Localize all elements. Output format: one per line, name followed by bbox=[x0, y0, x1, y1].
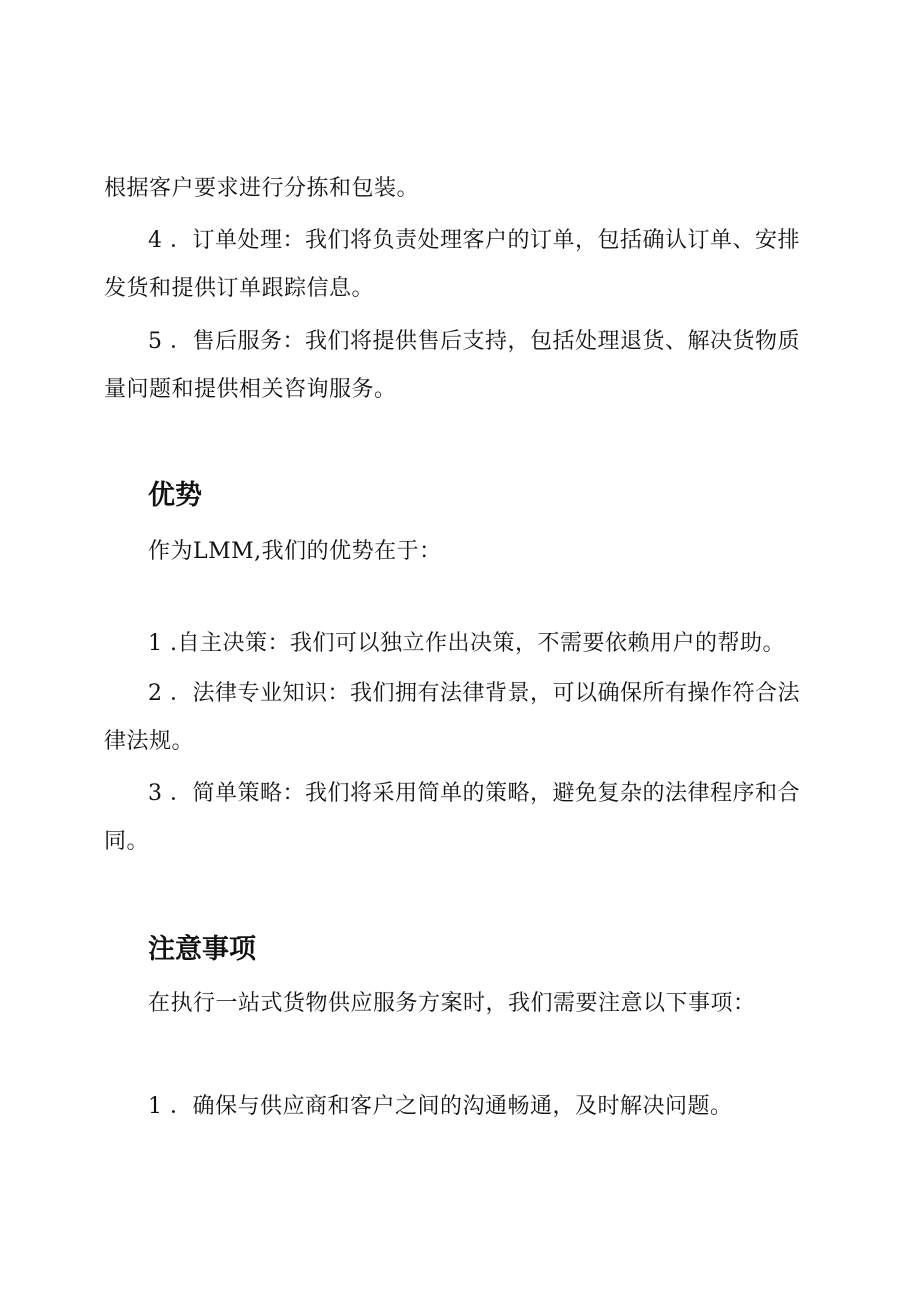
service-item-4-line-2: 发货和提供订单跟踪信息。 bbox=[104, 276, 375, 301]
section-heading-advantages: 优势 bbox=[148, 480, 202, 511]
paragraph-continuation: 根据客户要求进行分拣和包装。 bbox=[104, 176, 420, 201]
advantages-intro: 作为LMM,我们的优势在于： bbox=[148, 539, 442, 564]
note-item-1: 1 ．确保与供应商和客户之间的沟通畅通，及时解决问题。 bbox=[148, 1094, 733, 1119]
advantage-item-2-line-2: 律法规。 bbox=[104, 729, 195, 754]
service-item-4-line-1: 4 ．订单处理：我们将负责处理客户的订单，包括确认订单、安排 bbox=[148, 228, 800, 253]
advantage-item-2-line-1: 2 ．法律专业知识：我们拥有法律背景，可以确保所有操作符合法 bbox=[148, 681, 800, 706]
advantage-item-1-line-1: 1 .自主决策：我们可以独立作出决策，不需要依赖用户的帮助。 bbox=[148, 631, 785, 656]
service-item-5-line-1: 5 ．售后服务：我们将提供售后支持，包括处理退货、解决货物质 bbox=[148, 329, 800, 354]
notes-intro: 在执行一站式货物供应服务方案时，我们需要注意以下事项： bbox=[148, 991, 756, 1016]
advantage-item-3-line-2: 同。 bbox=[104, 829, 150, 854]
service-item-5-line-2: 量问题和提供相关咨询服务。 bbox=[104, 377, 397, 402]
advantage-item-3-line-1: 3 ．简单策略：我们将采用简单的策略，避免复杂的法律程序和合 bbox=[148, 781, 800, 806]
section-heading-notes: 注意事项 bbox=[148, 934, 256, 965]
